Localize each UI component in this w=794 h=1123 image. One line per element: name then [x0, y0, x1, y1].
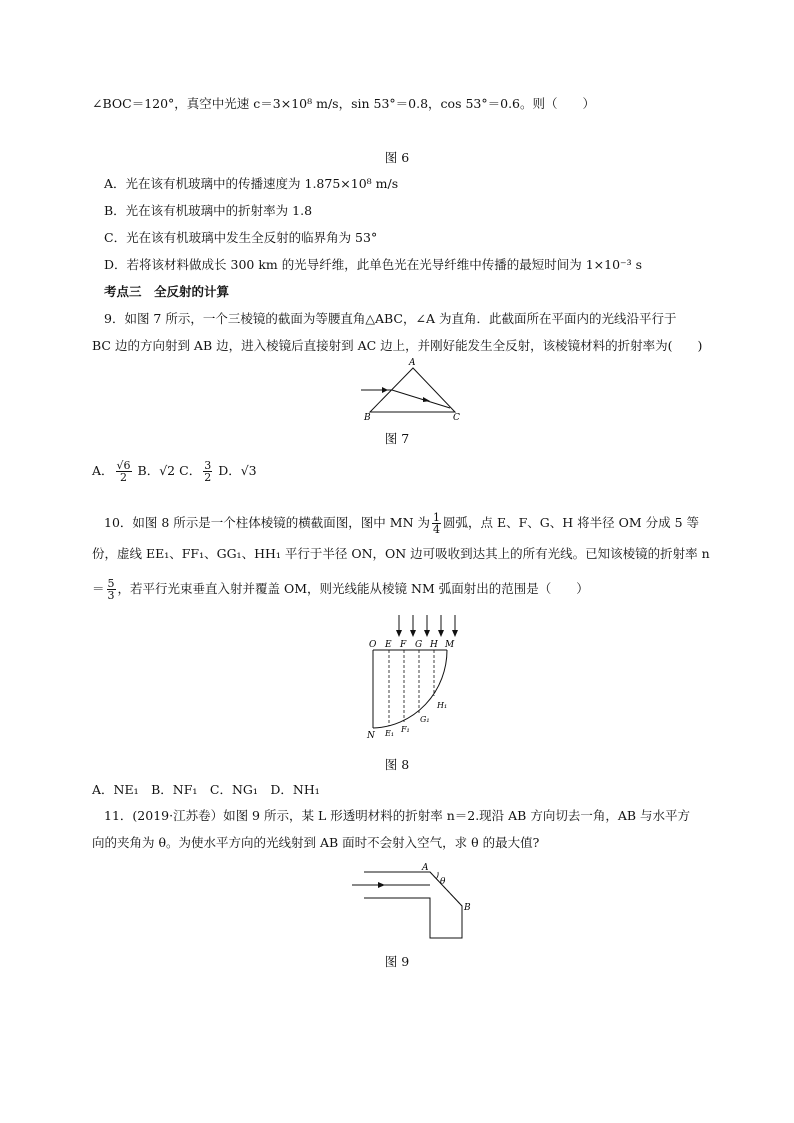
- q9-option-c-label: C．: [179, 463, 202, 478]
- q9-stem-line1: 9．如图 7 所示，一个三棱镜的截面为等腰直角△ABC，∠A 为直角．此截面所在平面内的光线沿平行于: [104, 311, 677, 326]
- incident-ray-arrow: [382, 387, 388, 393]
- q9-option-c-fraction: $\frac{3}{2}$: [204, 459, 212, 484]
- label-a: A: [409, 358, 416, 368]
- svg-text:E₁: E₁: [385, 729, 395, 738]
- q11-stem-line1: 11．(2019·江苏卷）如图 9 所示，某 L 形透明材料的折射率 n＝2.现沿 AB 方向切去一角，AB 与水平方: [104, 808, 691, 823]
- figure-9-caption: 图 9: [384, 954, 410, 969]
- svg-text:M: M: [445, 640, 455, 650]
- svg-text:E: E: [385, 640, 392, 650]
- svg-text:H₁: H₁: [437, 701, 448, 710]
- section-title: 考点三 全反射的计算: [104, 284, 230, 299]
- horizontal-ray-arrow: [378, 882, 385, 888]
- q8-stem-tail: ∠BOC＝120°，真空中光速 c＝3×10⁸ m/s，sin 53°＝0.8，cos 53°＝0.6。则（ ）: [92, 96, 596, 111]
- figure-7-caption: 图 7: [384, 431, 410, 446]
- q8-option-a: A．光在该有机玻璃中的传播速度为 1.875×10⁸ m/s: [104, 176, 399, 191]
- q10-options: A．NE₁ B．NF₁ C．NG₁ D．NH₁: [92, 782, 320, 797]
- q9-option-b: B．√2: [137, 463, 176, 478]
- q9-options: [92, 460, 257, 483]
- q9-option-d: D．√3: [218, 463, 257, 478]
- q9-option-a-label: A．: [92, 463, 114, 478]
- q9-option-a-fraction: $\frac{√6}{2}$: [116, 459, 131, 484]
- svg-text:F₁: F₁: [401, 725, 410, 734]
- svg-text:F: F: [400, 640, 407, 650]
- svg-text:G: G: [415, 640, 423, 650]
- figure-6-caption: 图 6: [384, 150, 410, 165]
- q10-quarter-fraction: $\frac{1}{4}$: [433, 511, 440, 536]
- label-c: C: [453, 413, 460, 423]
- q10-stem-line1: 10．如图 8 所示是一个柱体棱镜的横截面图，图中 MN 为 $\frac{1}{4}$ 圆弧，点 E、F、G、H 将半径 OM 分成 5 等: [104, 511, 700, 536]
- figure-7-prism-diagram: [355, 360, 465, 422]
- q8-option-c: C．光在该有机玻璃中发生全反射的临界角为 53°: [104, 230, 378, 245]
- q9-stem-line2: BC 边的方向射到 AB 边，进入棱镜后直接射到 AC 边上，并刚好能发生全反射，该棱镜材料的折射率为( ): [92, 338, 703, 353]
- svg-text:N: N: [367, 731, 375, 741]
- q8-option-b: B．光在该有机玻璃中的折射率为 1.8: [104, 203, 313, 218]
- q11-stem-line2: 向的夹角为 θ。为使水平方向的光线射到 AB 面时不会射入空气，求 θ 的最大值?: [92, 835, 540, 850]
- theta-angle-arc: [436, 872, 438, 879]
- q10-stem-line2: 份，虚线 EE₁、FF₁、GG₁、HH₁ 平行于半径 ON，ON 边可吸收到达其上的所有光线。已知该棱镜的折射率 n: [92, 546, 710, 561]
- quarter-arc-mn: [373, 650, 447, 728]
- q10-stem-line3: ＝ $\frac{5}{3}$ ，若平行光束垂直入射并覆盖 OM，则光线能从棱镜 NM 弧面射出的范围是（ ）: [92, 577, 589, 602]
- svg-text:A: A: [422, 863, 429, 873]
- refracted-ray: [392, 390, 450, 408]
- figure-9-l-shape-diagram: [350, 862, 470, 942]
- svg-text:θ: θ: [440, 877, 446, 887]
- svg-text:B: B: [464, 903, 471, 913]
- svg-text:G₁: G₁: [420, 715, 430, 724]
- svg-text:H: H: [430, 640, 438, 650]
- figure-8-caption: 图 8: [384, 757, 410, 772]
- svg-text:O: O: [369, 640, 377, 650]
- l-shape-outline: [364, 872, 462, 938]
- figure-8-quarter-arc-diagram: [365, 612, 465, 742]
- q8-option-d: D．若将该材料做成长 300 km 的光导纤维，此单色光在光导纤维中传播的最短时间为 1×10⁻³ s: [104, 257, 643, 272]
- label-b: B: [364, 413, 371, 423]
- q10-n-fraction: $\frac{5}{3}$: [107, 577, 115, 602]
